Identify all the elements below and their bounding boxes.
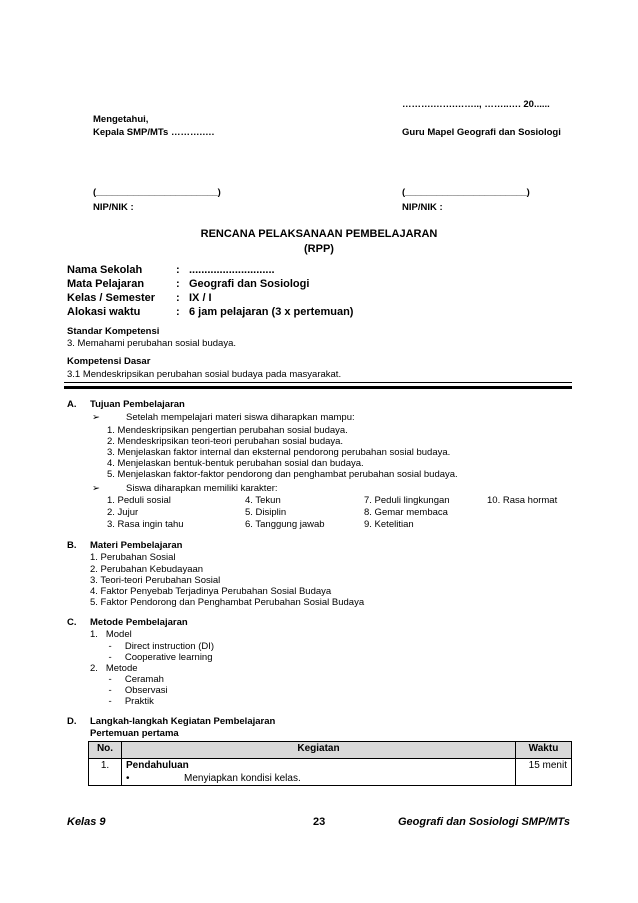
materi-item: 3. Teori-teori Perubahan Sosial — [90, 575, 221, 586]
section-a-letter: A. — [67, 399, 77, 410]
character-item: 6. Tanggung jawab — [245, 519, 325, 530]
goal-intro: Setelah mempelajari materi siswa diharapkan mampu: — [126, 412, 355, 423]
identity-label: Nama Sekolah — [67, 264, 143, 276]
character-item: 4. Tekun — [245, 495, 281, 506]
materi-item: 5. Faktor Pendorong dan Penghambat Perubahan Sosial Budaya — [90, 597, 365, 608]
metode-item: - Observasi — [90, 685, 168, 696]
footer-left: Kelas 9 — [67, 816, 106, 828]
sk-heading: Standar Kompetensi — [67, 326, 160, 337]
metode-item: - Ceramah — [90, 674, 164, 685]
identity-separator: : — [176, 264, 180, 276]
footer-right: Geografi dan Sosiologi SMP/MTs — [398, 816, 570, 828]
kegiatan-title: Pendahuluan — [126, 760, 189, 771]
goal-item: 2. Mendeskripsikan teori-teori perubahan sosial budaya. — [107, 436, 344, 447]
identity-separator: : — [176, 306, 180, 318]
divider-thin — [64, 382, 572, 383]
divider-thick — [64, 386, 572, 389]
pertemuan-heading: Pertemuan pertama — [90, 728, 179, 739]
section-a-heading: Tujuan Pembelajaran — [90, 399, 185, 410]
identity-label: Kelas / Semester — [67, 292, 156, 304]
mengetahui-label: Mengetahui, — [93, 114, 149, 125]
row-no: 1. — [89, 759, 122, 786]
goal-item: 4. Menjelaskan bentuk-bentuk perubahan sosial dan budaya. — [107, 458, 364, 469]
table-row — [89, 759, 572, 786]
identity-value: 6 jam pelajaran (3 x pertemuan) — [189, 306, 354, 318]
kepala-sekolah-label: Kepala SMP/MTs ……….…. — [93, 127, 215, 138]
identity-value: ............................ — [189, 264, 275, 276]
signature-line-right: (_______________________) — [402, 187, 530, 198]
nip-left: NIP/NIK : — [93, 202, 134, 213]
section-c-letter: C. — [67, 617, 77, 628]
metode-item: 1. Model — [90, 629, 132, 640]
kegiatan-detail — [126, 773, 511, 784]
identity-value: IX / I — [189, 292, 212, 304]
table-header-row — [89, 742, 572, 759]
character-item: 7. Peduli lingkungan — [364, 495, 450, 506]
character-item: 5. Disiplin — [245, 507, 287, 518]
nip-right: NIP/NIK : — [402, 202, 443, 213]
metode-item: - Cooperative learning — [90, 652, 213, 663]
row-waktu: 15 menit — [516, 759, 572, 786]
goal-item: 5. Menjelaskan faktor-faktor pendorong dan penghambat perubahan sosial budaya. — [107, 469, 458, 480]
document-subtitle: (RPP) — [304, 243, 334, 255]
metode-item: 2. Metode — [90, 663, 138, 674]
identity-label: Alokasi waktu — [67, 306, 141, 318]
sk-text: 3. Memahami perubahan sosial budaya. — [67, 338, 236, 349]
materi-item: 4. Faktor Penyebab Terjadinya Perubahan Sosial Budaya — [90, 586, 332, 597]
page-number: 23 — [313, 816, 326, 828]
section-c-heading: Metode Pembelajaran — [90, 617, 188, 628]
identity-value: Geografi dan Sosiologi — [189, 278, 310, 290]
document-title: RENCANA PELAKSANAAN PEMBELAJARAN — [200, 228, 438, 240]
character-item: 8. Gemar membaca — [364, 507, 448, 518]
guru-mapel-label: Guru Mapel Geografi dan Sosiologi — [402, 127, 561, 138]
character-item: 10. Rasa hormat — [487, 495, 558, 506]
goal-item: 1. Mendeskripsikan pengertian perubahan sosial budaya. — [107, 425, 348, 436]
goal-item: 3. Menjelaskan faktor internal dan eksternal pendorong perubahan sosial budaya. — [107, 447, 451, 458]
date-line: ……….…….…….., ……..…. 20...... — [402, 99, 550, 110]
kegiatan-detail-text: Menyiapkan kondisi kelas. — [184, 773, 301, 784]
header-kegiatan: Kegiatan — [122, 742, 516, 759]
metode-item: - Direct instruction (DI) — [90, 641, 215, 652]
identity-label: Mata Pelajaran — [67, 278, 145, 290]
kd-heading: Kompetensi Dasar — [67, 356, 151, 367]
row-kegiatan — [122, 759, 516, 786]
arrow-bullet-icon: ➢ — [92, 412, 100, 423]
metode-item: - Praktik — [90, 696, 154, 707]
section-b-letter: B. — [67, 540, 77, 551]
kegiatan-table — [88, 741, 572, 786]
arrow-bullet-icon: ➢ — [92, 483, 100, 494]
materi-item: 1. Perubahan Sosial — [90, 552, 176, 563]
character-item: 2. Jujur — [107, 507, 139, 518]
section-d-letter: D. — [67, 716, 77, 727]
character-item: 9. Ketelitian — [364, 519, 414, 530]
identity-separator: : — [176, 278, 180, 290]
character-item: 1. Peduli sosial — [107, 495, 171, 506]
identity-separator: : — [176, 292, 180, 304]
section-b-heading: Materi Pembelajaran — [90, 540, 183, 551]
header-no: No. — [89, 742, 122, 759]
header-waktu: Waktu — [516, 742, 572, 759]
section-d-heading: Langkah-langkah Kegiatan Pembelajaran — [90, 716, 276, 727]
kd-text: 3.1 Mendeskripsikan perubahan sosial budaya pada masyarakat. — [67, 369, 342, 380]
character-intro: Siswa diharapkan memiliki karakter: — [126, 483, 278, 494]
materi-item: 2. Perubahan Kebudayaan — [90, 564, 204, 575]
character-item: 3. Rasa ingin tahu — [107, 519, 184, 530]
bullet-dot: • — [126, 773, 130, 784]
signature-line-left: (_______________________) — [93, 187, 221, 198]
